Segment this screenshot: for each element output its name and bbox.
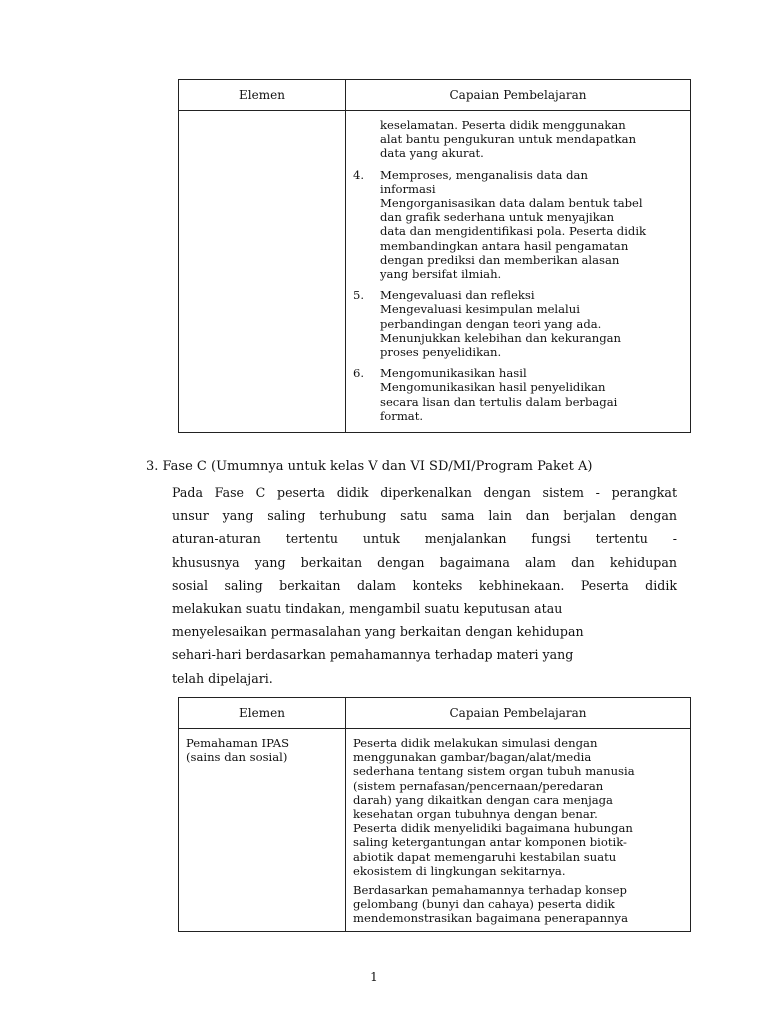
text-line: data dan mengidentifikasi pola. Peserta didik — [380, 224, 647, 239]
text-line: keselamatan. Peserta didik menggunakan — [380, 118, 626, 132]
elemen-subtitle: (sains dan sosial) — [186, 750, 288, 765]
elemen-name: Pemahaman IPAS — [186, 736, 290, 750]
text-line: Peserta didik melakukan simulasi dengan — [353, 736, 598, 750]
text-line: darah) yang dikaitkan dengan cara menjaga — [353, 792, 613, 807]
text-line: membandingkan antara hasil pengamatan — [380, 238, 629, 253]
capaian-paragraph-2 — [353, 883, 683, 926]
text-line: proses penyelidikan. — [380, 345, 502, 360]
text-line: abiotik dapat memengaruhi kestabilan suatu — [353, 849, 617, 864]
list-item-4 — [353, 168, 683, 282]
paragraph-line: Pada Fase C peserta didik diperkenalkan dengan sistem - perangkat — [172, 485, 677, 500]
paragraph-line: sehari-hari berdasarkan pemahamannya terhadap materi yang — [172, 647, 574, 663]
text-line: alat bantu pengukuran untuk mendapatkan — [380, 132, 637, 147]
cp-table-fase-c — [178, 697, 691, 932]
text-line: Peserta didik menyelidiki bagaimana hubungan — [353, 821, 633, 836]
text-line: Mengevaluasi dan refleksi — [380, 288, 535, 303]
paragraph-line: unsur yang saling terhubung satu sama lain dan berjalan dengan — [172, 508, 677, 524]
list-item-6 — [353, 366, 683, 423]
capaian-cell — [346, 729, 691, 932]
text-line: Berdasarkan pemahamannya terhadap konsep — [353, 883, 627, 898]
paragraph-line: menyelesaikan permasalahan yang berkaitan dengan kehidupan — [172, 624, 584, 640]
capaian-paragraph-1 — [353, 736, 683, 878]
list-number: 5. — [353, 288, 365, 303]
paragraph-line: telah dipelajari. — [172, 670, 273, 686]
list-item-5 — [353, 288, 683, 359]
page-number: 1 — [370, 970, 378, 984]
text-line: Mengomunikasikan hasil penyelidikan — [380, 380, 606, 395]
text-line: gelombang (bunyi dan cahaya) peserta didik — [353, 897, 615, 912]
text-line: dan grafik sederhana untuk menyajikan — [380, 210, 615, 225]
table-header-elemen: Elemen — [179, 698, 346, 729]
text-line: menggunakan gambar/bagan/alat/media — [353, 750, 592, 765]
text-line: Memproses, menganalisis data dan — [380, 167, 588, 182]
text-line: Mengorganisasikan data dalam bentuk tabel — [380, 196, 643, 211]
text-line: informasi — [380, 181, 436, 196]
paragraph-line: melakukan suatu tindakan, mengambil suatu keputusan atau — [172, 601, 563, 617]
paragraph-line: khususnya yang berkaitan dengan bagaimana alam dan kehidupan — [172, 554, 677, 570]
continued-text — [353, 118, 683, 161]
list-number: 4. — [353, 167, 365, 182]
fase-c-paragraph — [172, 481, 677, 690]
paragraph-line: aturan-aturan tertentu untuk menjalankan fungsi tertentu - — [172, 531, 677, 547]
elemen-cell — [179, 729, 346, 932]
text-line: kesehatan organ tubuhnya dengan benar. — [353, 807, 598, 822]
text-line: format. — [380, 408, 424, 423]
table-header-capaian: Capaian Pembelajaran — [346, 698, 691, 729]
text-line: ekosistem di lingkungan sekitarnya. — [353, 863, 566, 878]
cp-table-fase-b-continued — [178, 79, 691, 433]
text-line: mendemonstrasikan bagaimana penerapannya — [353, 911, 628, 926]
text-line: yang bersifat ilmiah. — [380, 267, 502, 282]
paragraph-line: sosial saling berkaitan dalam konteks kebhinekaan. Peserta didik — [172, 577, 677, 593]
text-line: perbandingan dengan teori yang ada. — [380, 316, 602, 331]
text-line: dengan prediksi dan memberikan alasan — [380, 252, 620, 267]
text-line: saling ketergantungan antar komponen biotik- — [353, 835, 627, 850]
text-line: secara lisan dan tertulis dalam berbagai — [380, 394, 618, 409]
text-line: Menunjukkan kelebihan dan kekurangan — [380, 330, 622, 345]
text-line: sederhana tentang sistem organ tubuh manusia — [353, 764, 635, 779]
elemen-cell-empty — [179, 111, 346, 433]
table-header-elemen: Elemen — [179, 80, 346, 111]
text-line: data yang akurat. — [380, 146, 484, 161]
section-heading-fase-c: 3. Fase C (Umumnya untuk kelas V dan VI SD/MI/Program Paket A) — [146, 459, 593, 474]
table-header-capaian: Capaian Pembelajaran — [346, 80, 691, 111]
list-number: 6. — [353, 366, 365, 381]
text-line: (sistem pernafasan/pencernaan/peredaran — [353, 778, 604, 793]
capaian-cell — [346, 111, 691, 433]
text-line: Mengomunikasikan hasil — [380, 366, 527, 381]
text-line: Mengevaluasi kesimpulan melalui — [380, 302, 580, 317]
